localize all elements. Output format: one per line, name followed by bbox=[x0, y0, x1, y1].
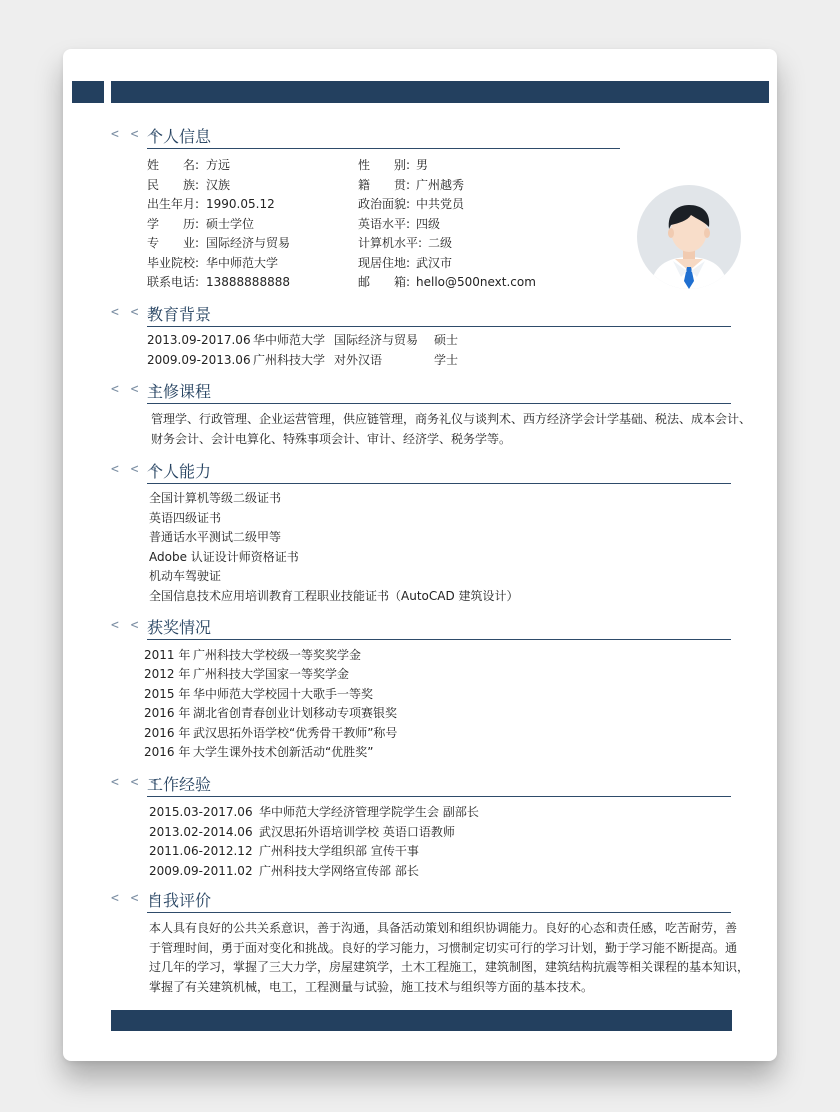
info-label-english: 英语水平: bbox=[358, 217, 411, 231]
section-personal-info bbox=[111, 124, 620, 150]
award-text: 广州科技大学校级一等奖奖学金 bbox=[193, 648, 362, 662]
section-title: 自我评价 bbox=[147, 891, 212, 910]
chevron-left-icon: < < < bbox=[111, 462, 161, 477]
info-value-computer: 二级 bbox=[428, 236, 453, 250]
self-eval-line: 过几年的学习，掌握了三大力学，房屋建筑学，土木工程施工，建筑制图，建筑结构抗震等相关课程的基本知识， bbox=[149, 960, 750, 974]
list-item: 全国信息技术应用培训教育工程职业技能证书（AutoCAD 建筑设计） bbox=[149, 589, 519, 603]
chevron-left-icon: < < < bbox=[111, 618, 161, 633]
award-text: 大学生课外技术创新活动“优胜奖” bbox=[193, 745, 374, 759]
info-value-name: 方远 bbox=[206, 158, 231, 172]
info-label-major: 专 业: bbox=[147, 236, 200, 250]
section-divider bbox=[147, 403, 731, 404]
courses-line: 管理学、行政管理、企业运营管理，供应链管理，商务礼仪与谈判术、西方经济学会计学基础、税法、成本会计、 bbox=[151, 412, 752, 426]
section-divider bbox=[147, 483, 731, 484]
info-label-political: 政治面貌: bbox=[358, 197, 411, 211]
work-period: 2011.06-2012.12 bbox=[149, 844, 253, 858]
chevron-left-icon: < < < bbox=[111, 891, 161, 906]
chevron-left-icon: < < < bbox=[111, 382, 161, 397]
info-value-email: hello@500next.com bbox=[416, 275, 536, 289]
work-text: 广州科技大学网络宣传部 部长 bbox=[259, 864, 419, 878]
award-text: 广州科技大学国家一等奖学金 bbox=[193, 667, 350, 681]
avatar-illustration bbox=[637, 185, 741, 289]
section-ability bbox=[111, 459, 731, 485]
section-divider bbox=[147, 796, 731, 797]
header-bar bbox=[111, 81, 769, 103]
education-period: 2013.09-2017.06 bbox=[147, 333, 251, 347]
education-school: 华中师范大学 bbox=[253, 333, 326, 347]
section-awards bbox=[111, 615, 731, 641]
section-title: 主修课程 bbox=[147, 382, 212, 401]
info-label-residence: 现居住地: bbox=[358, 256, 411, 270]
info-value-school: 华中师范大学 bbox=[206, 256, 279, 270]
info-label-computer: 计算机水平: bbox=[358, 236, 423, 250]
self-eval-line: 掌握了有关建筑机械，电工，工程测量与试验，施工技术与组织等方面的基本技术。 bbox=[149, 980, 594, 994]
courses-line: 财务会计、会计电算化、特殊事项会计、审计、经济学、税务学等。 bbox=[151, 432, 512, 446]
info-label-name: 姓 名: bbox=[147, 158, 200, 172]
section-work bbox=[111, 772, 731, 798]
award-text: 武汉思拓外语学校“优秀骨干教师”称号 bbox=[193, 726, 398, 740]
info-label-email: 邮 箱: bbox=[358, 275, 411, 289]
chevron-left-icon: < < < bbox=[111, 305, 161, 320]
work-text: 武汉思拓外语培训学校 英语口语教师 bbox=[259, 825, 455, 839]
info-label-hometown: 籍 贯: bbox=[358, 178, 411, 192]
section-title: 个人能力 bbox=[147, 462, 212, 481]
work-text: 广州科技大学组织部 宣传干事 bbox=[259, 844, 419, 858]
info-value-gender: 男 bbox=[416, 158, 429, 172]
user-avatar-icon bbox=[637, 185, 741, 289]
list-item: 普通话水平测试二级甲等 bbox=[149, 530, 282, 544]
info-value-english: 四级 bbox=[416, 217, 441, 231]
award-year: 2011 年 bbox=[144, 648, 191, 662]
award-year: 2015 年 bbox=[144, 687, 191, 701]
info-label-school: 毕业院校: bbox=[147, 256, 200, 270]
section-title: 教育背景 bbox=[147, 305, 212, 324]
education-period: 2009.09-2013.06 bbox=[147, 353, 251, 367]
work-text: 华中师范大学经济管理学院学生会 副部长 bbox=[259, 805, 479, 819]
info-label-phone: 联系电话: bbox=[147, 275, 200, 289]
award-year: 2016 年 bbox=[144, 726, 191, 740]
section-courses bbox=[111, 379, 731, 405]
info-value-residence: 武汉市 bbox=[416, 256, 453, 270]
chevron-left-icon: < < < bbox=[111, 127, 161, 142]
award-year: 2012 年 bbox=[144, 667, 191, 681]
work-period: 2009.09-2011.02 bbox=[149, 864, 253, 878]
award-year: 2016 年 bbox=[144, 745, 191, 759]
list-item: 英语四级证书 bbox=[149, 511, 222, 525]
list-item: 机动车驾驶证 bbox=[149, 569, 222, 583]
self-eval-line: 本人具有良好的公共关系意识，善于沟通，具备活动策划和组织协调能力。良好的心态和责任感，吃苦耐劳，善 bbox=[149, 921, 738, 935]
resume-page bbox=[63, 49, 777, 1061]
education-major: 国际经济与贸易 bbox=[334, 333, 419, 347]
list-item: 全国计算机等级二级证书 bbox=[149, 491, 282, 505]
award-year: 2016 年 bbox=[144, 706, 191, 720]
info-label-degree: 学 历: bbox=[147, 217, 200, 231]
section-title: 工作经验 bbox=[147, 775, 212, 794]
info-label-ethnicity: 民 族: bbox=[147, 178, 200, 192]
info-value-major: 国际经济与贸易 bbox=[206, 236, 291, 250]
section-divider bbox=[147, 326, 731, 327]
section-self-evaluation bbox=[111, 888, 731, 914]
award-text: 华中师范大学校园十大歌手一等奖 bbox=[193, 687, 374, 701]
header-square-block bbox=[72, 81, 104, 103]
section-title: 个人信息 bbox=[147, 127, 212, 146]
section-divider bbox=[147, 148, 620, 149]
education-degree: 硕士 bbox=[434, 333, 459, 347]
info-label-gender: 性 别: bbox=[358, 158, 411, 172]
info-value-political: 中共党员 bbox=[416, 197, 465, 211]
section-title: 获奖情况 bbox=[147, 618, 212, 637]
info-value-hometown: 广州越秀 bbox=[416, 178, 465, 192]
self-eval-line: 于管理时间，勇于面对变化和挑战。良好的学习能力，习惯制定切实可行的学习计划，勤于学习能不断提高。通 bbox=[149, 941, 738, 955]
work-period: 2015.03-2017.06 bbox=[149, 805, 253, 819]
list-item: Adobe 认证设计师资格证书 bbox=[149, 550, 299, 564]
info-value-ethnicity: 汉族 bbox=[206, 178, 231, 192]
footer-bar bbox=[111, 1010, 732, 1031]
section-divider bbox=[147, 639, 731, 640]
education-major: 对外汉语 bbox=[334, 353, 383, 367]
info-value-birth: 1990.05.12 bbox=[206, 197, 275, 211]
education-degree: 学士 bbox=[434, 353, 459, 367]
section-education bbox=[111, 302, 731, 328]
work-period: 2013.02-2014.06 bbox=[149, 825, 253, 839]
info-label-birth: 出生年月: bbox=[147, 197, 200, 211]
info-value-phone: 13888888888 bbox=[206, 275, 290, 289]
education-school: 广州科技大学 bbox=[253, 353, 326, 367]
chevron-left-icon: < < < bbox=[111, 775, 161, 790]
award-text: 湖北省创青春创业计划移动专项赛银奖 bbox=[193, 706, 398, 720]
section-divider bbox=[147, 912, 731, 913]
info-value-degree: 硕士学位 bbox=[206, 217, 255, 231]
